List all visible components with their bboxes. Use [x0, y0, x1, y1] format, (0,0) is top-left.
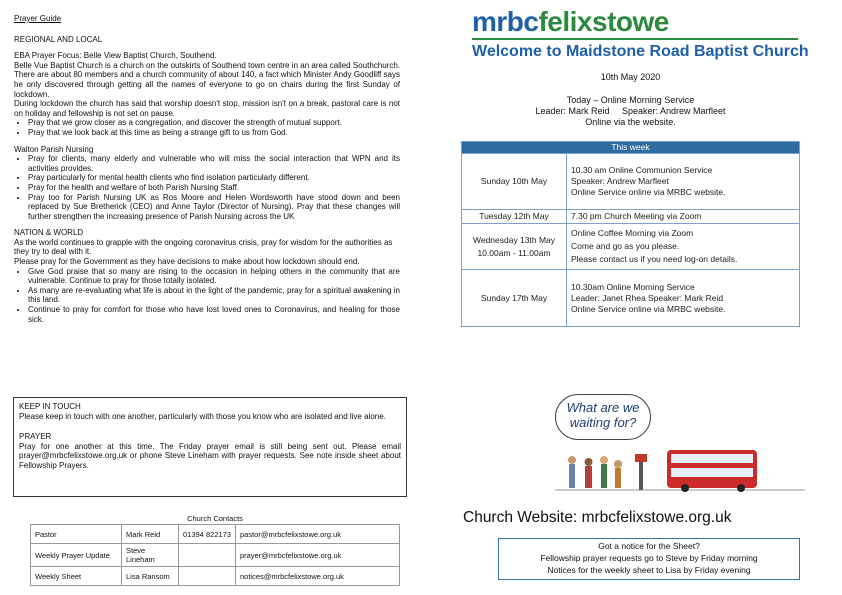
today-service — [461, 95, 800, 128]
keep-in-touch-text: Please keep in touch with one another, particularly with those you know who are isolated and live alone. — [19, 411, 386, 421]
eba-text: Belle Vue Baptist Church is a church on the outskirts of Southend town centre in an area called Southchurch. There are about 80 members and a church community of about 140, a fact which Minister Andy Goodliff says he only discovered through getting all the names of everyone to go on chairs during the first Sunday of lockdown. — [14, 60, 400, 99]
contact-email[interactable]: prayer@mrbcfelixstowe.org.uk — [236, 544, 400, 567]
contact-email[interactable]: notices@mrbcfelixstowe.org.uk — [236, 567, 400, 586]
bus-window-icon — [671, 454, 753, 463]
contact-phone: 01394 822173 — [179, 525, 236, 544]
event-line: Come and go as you please. — [571, 241, 680, 251]
contact-phone — [179, 567, 236, 586]
schedule-day: Tuesday 12th May — [462, 210, 567, 224]
bus-stop-pole-icon — [639, 460, 643, 490]
event-line: Speaker: Andrew Marfleet — [571, 176, 669, 186]
welcome-title: Welcome to Maidstone Road Baptist Church — [472, 43, 809, 60]
notice-box — [498, 538, 800, 580]
bus-stop-illustration — [555, 442, 805, 492]
walton-bullet: • Pray particularly for mental health clients who find isolation particularly different. — [28, 173, 400, 183]
event-line: Leader: Janet Rhea Speaker: Mark Reid — [571, 292, 724, 303]
walton-bullet: • Pray for the health and welfare of both Parish Nursing Staff. — [28, 183, 400, 193]
table-row — [462, 210, 800, 224]
eba-text-2: During lockdown the church has said that worship doesn't stop, mission isn't on a break, pastoral care is not on holiday and fellowship is not set on pause. — [14, 99, 400, 118]
contact-email[interactable]: pastor@mrbcfelixstowe.org.uk — [236, 525, 400, 544]
event-line: 10.30 am Online Communion Service — [571, 165, 713, 175]
keep-in-touch-box — [13, 397, 407, 497]
nation-bullet: • Continue to pray for comfort for those who have lost loved ones to Coronavirus, and healing for those sick. — [28, 305, 400, 324]
event-line: Online Service online via MRBC website. — [571, 187, 726, 197]
bus-wheel-icon — [737, 484, 745, 492]
notice-line: Got a notice for the Sheet? — [598, 541, 700, 551]
event-line: 10.30am Online Morning Service — [571, 281, 695, 292]
person-head-icon — [568, 456, 576, 464]
schedule-event — [567, 210, 800, 224]
person-icon — [601, 464, 607, 488]
keep-in-touch-heading: KEEP IN TOUCH — [19, 402, 81, 411]
eba-bullet: • Pray that we grow closer as a congregation, and discover the strength of mutual support. — [28, 118, 400, 128]
today-service-line: Online via the website. — [585, 117, 676, 127]
eba-bullet: • Pray that we look back at this time as being a strange gift to us from God. — [28, 128, 400, 138]
notice-line: Fellowship prayer requests go to Steve by Friday morning — [540, 553, 758, 563]
schedule-day: Sunday 10th May — [462, 154, 567, 210]
schedule-event — [567, 154, 800, 210]
table-row — [462, 270, 800, 327]
schedule-event — [567, 270, 800, 327]
table-row — [462, 224, 800, 270]
person-icon — [615, 468, 621, 488]
church-logo — [472, 6, 669, 38]
this-week-header: This week — [462, 142, 800, 154]
walton-bullet: • Pray for clients, many elderly and vulnerable who will miss the social interaction that WPN and its activities provides. — [28, 154, 400, 173]
logo-felixstowe: felixstowe — [538, 6, 669, 37]
nation-bullet: • Give God praise that so many are rising to the occasion in helping others in the community that are vulnerable. Continue to pray for those totally isolated. — [28, 267, 400, 286]
nation-bullet: • As many are re-evaluating what life is about in the light of the pandemic, pray for a spiritual awakening in this land. — [28, 286, 400, 305]
bus-window-icon — [671, 468, 753, 477]
table-row — [462, 154, 800, 210]
contact-name: Lisa Ransom — [122, 567, 179, 586]
waiting-speech-bubble: What are we waiting for? — [555, 394, 651, 440]
person-head-icon — [614, 460, 622, 468]
event-line: Online Coffee Morning via Zoom — [571, 228, 694, 238]
nation-text: Please pray for the Government as they have decisions to make about how lockdown should end. — [14, 257, 360, 267]
person-head-icon — [600, 456, 608, 464]
contact-name: Steve Lineham — [122, 544, 179, 567]
church-website[interactable]: Church Website: mrbcfelixstowe.org.uk — [463, 509, 732, 526]
contact-name: Mark Reid — [122, 525, 179, 544]
table-row — [31, 544, 400, 567]
contacts-caption: Church Contacts — [187, 513, 243, 523]
contact-phone — [179, 544, 236, 567]
schedule-event — [567, 224, 800, 270]
church-contacts-table — [30, 512, 400, 586]
regional-heading: REGIONAL AND LOCAL — [14, 34, 103, 44]
walton-heading: Walton Parish Nursing — [14, 144, 94, 154]
event-line: Please contact us if you need log-on details. — [571, 254, 738, 264]
today-service-line: Today – Online Morning Service — [566, 95, 695, 105]
prayer-text: Pray for one another at this time. The Friday prayer email is still being sent out. Please email prayer@mrbcfelixstowe.org.uk or phone Steve Lineham with prayer requests. See note inside sheet about Fellowship Prayers. — [19, 441, 401, 470]
table-row — [31, 567, 400, 586]
eba-focus: EBA Prayer Focus: Belle View Baptist Church, Southend. — [14, 51, 217, 61]
bus-wheel-icon — [681, 484, 689, 492]
bus-stop-sign-icon — [635, 454, 647, 462]
contact-role: Weekly Sheet — [31, 567, 122, 586]
eba-bullets — [14, 118, 400, 137]
nation-heading: NATION & WORLD — [14, 228, 84, 238]
schedule-day: Wednesday 13th May 10.00am - 11.00am — [462, 224, 567, 270]
nation-bullets — [14, 267, 400, 325]
contact-role: Pastor — [31, 525, 122, 544]
person-icon — [569, 464, 575, 488]
table-row — [31, 525, 400, 544]
event-line: 7.30 pm Church Meeting via Zoom — [571, 211, 702, 221]
logo-mrbc: mrbc — [472, 6, 539, 37]
nation-text: As the world continues to grapple with the ongoing coronavirus crisis, pray for wisdom for the authorities as they try to deal with it. — [14, 237, 393, 257]
logo-divider — [472, 38, 798, 40]
person-head-icon — [585, 458, 593, 466]
prayer-guide — [14, 14, 400, 324]
person-icon — [585, 466, 592, 488]
weekly-schedule-table — [461, 141, 800, 327]
prayer-guide-heading: Prayer Guide — [14, 14, 62, 23]
prayer-heading: PRAYER — [19, 432, 52, 442]
today-service-line: Leader: Mark Reid Speaker: Andrew Marfleet — [535, 106, 726, 116]
notice-line: Notices for the weekly sheet to Lisa by Friday evening — [547, 565, 751, 575]
event-line: Online Service online via MRBC website. — [571, 303, 726, 314]
walton-bullets — [14, 154, 400, 221]
contact-role: Weekly Prayer Update — [31, 544, 122, 567]
schedule-day: Sunday 17th May — [462, 270, 567, 327]
service-date: 10th May 2020 — [600, 72, 661, 82]
walton-bullet: • Pray too for Parish Nursing UK as Ros Moore and Helen Wordsworth have stood down and been replaced by Sue Bretherick (CEO) and Anne Taylor (Director of Nursing). Pray that these changes will further strengthen the increasing presence of Parish Nursing across the UK — [28, 193, 400, 222]
